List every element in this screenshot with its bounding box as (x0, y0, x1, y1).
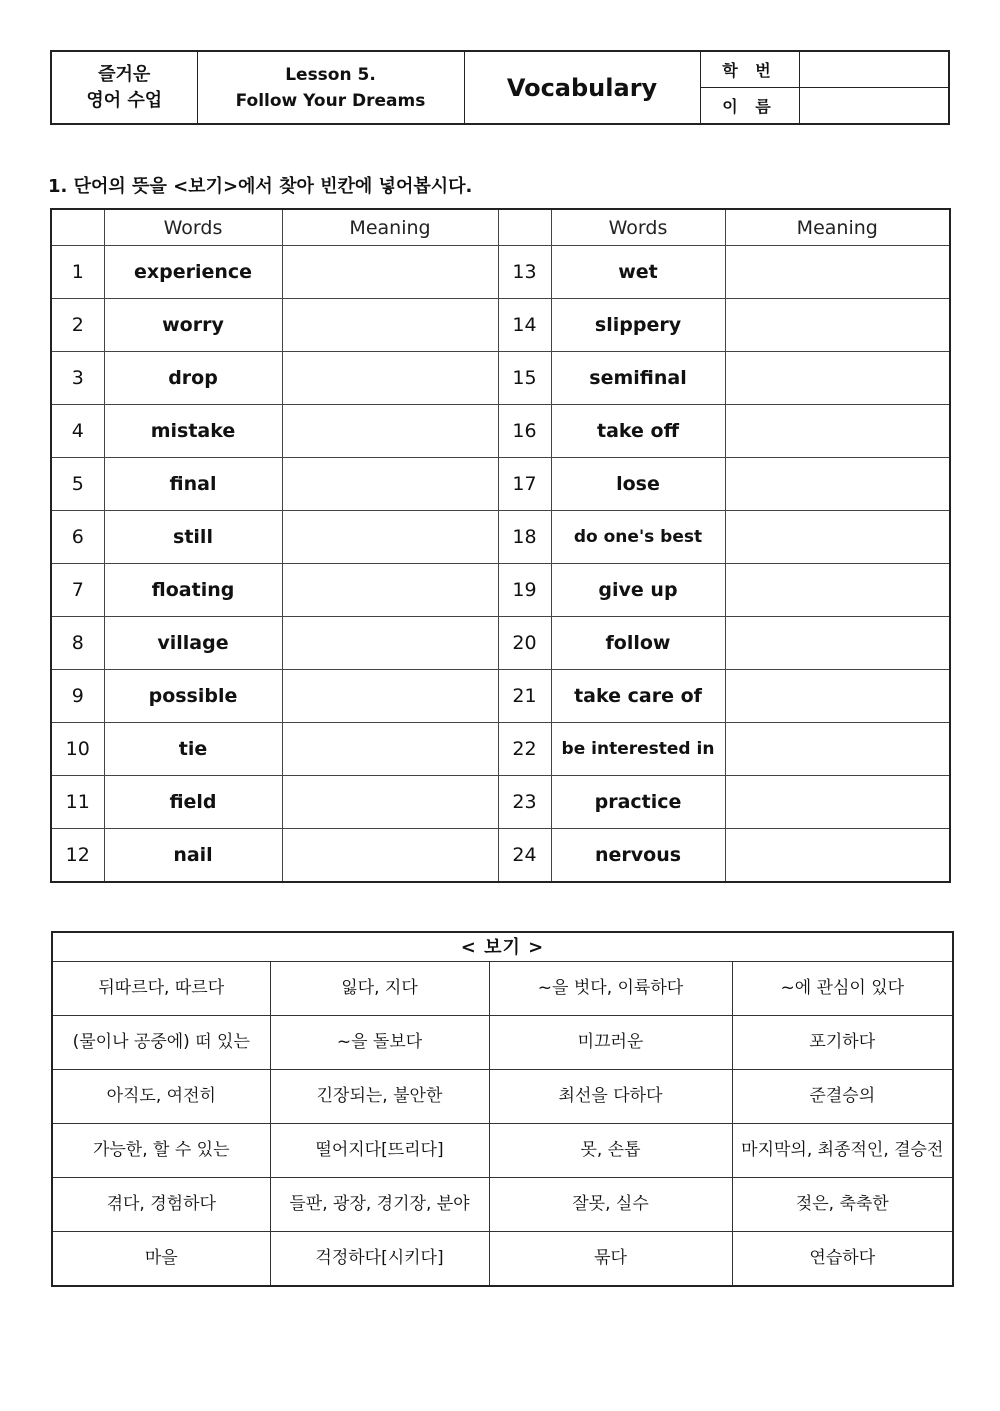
meaning-answer-field[interactable] (725, 723, 950, 776)
item-number: 4 (51, 405, 104, 458)
word-bank-meaning: 떨어지다[뜨리다] (270, 1124, 489, 1178)
meaning-answer-field[interactable] (725, 776, 950, 829)
vocab-word: tie (104, 723, 282, 776)
word-bank-meaning: ~에 관심이 있다 (732, 962, 953, 1016)
item-number: 16 (498, 405, 551, 458)
vocab-word: field (104, 776, 282, 829)
item-number: 13 (498, 246, 551, 299)
item-number: 11 (51, 776, 104, 829)
meaning-header-right: Meaning (725, 209, 950, 246)
meaning-answer-field[interactable] (725, 564, 950, 617)
vocab-word: lose (551, 458, 725, 511)
vocab-row (51, 246, 950, 299)
word-bank-row (52, 1124, 953, 1178)
meaning-answer-field[interactable] (725, 299, 950, 352)
meaning-answer-field[interactable] (725, 405, 950, 458)
vocab-word: give up (551, 564, 725, 617)
item-number: 1 (51, 246, 104, 299)
name-label-cell (700, 88, 799, 125)
vocab-word: mistake (104, 405, 282, 458)
meaning-header-left: Meaning (282, 209, 498, 246)
vocab-word: worry (104, 299, 282, 352)
vocab-row (51, 511, 950, 564)
vocab-word: drop (104, 352, 282, 405)
meaning-answer-field[interactable] (725, 458, 950, 511)
word-bank-meaning: ~을 벗다, 이륙하다 (489, 962, 732, 1016)
word-bank-meaning: 연습하다 (732, 1232, 953, 1287)
item-number: 18 (498, 511, 551, 564)
name-label: 이 름 (722, 97, 777, 116)
vocab-row (51, 299, 950, 352)
meaning-answer-field[interactable] (282, 723, 498, 776)
vocab-word: final (104, 458, 282, 511)
vocab-row (51, 458, 950, 511)
word-bank-meaning: 마을 (52, 1232, 270, 1287)
class-name-line1: 즐거운 (98, 63, 151, 85)
item-number: 7 (51, 564, 104, 617)
vocab-word: follow (551, 617, 725, 670)
word-bank-meaning: 뒤따르다, 따르다 (52, 962, 270, 1016)
vocab-word: take off (551, 405, 725, 458)
item-number: 5 (51, 458, 104, 511)
class-name-cell (51, 51, 197, 124)
vocab-row (51, 405, 950, 458)
name-field[interactable] (799, 88, 949, 125)
word-bank-title: < 보기 > (52, 932, 953, 962)
vocab-word: be interested in (551, 723, 725, 776)
item-number: 9 (51, 670, 104, 723)
vocabulary-table (50, 208, 951, 883)
vocab-word: take care of (551, 670, 725, 723)
vocab-header-row (51, 209, 950, 246)
vocab-word: semifinal (551, 352, 725, 405)
meaning-answer-field[interactable] (725, 670, 950, 723)
word-bank-meaning: 가능한, 할 수 있는 (52, 1124, 270, 1178)
word-bank-table (51, 931, 954, 1287)
word-bank-meaning: 걱정하다[시키다] (270, 1232, 489, 1287)
word-bank-meaning: 못, 손톱 (489, 1124, 732, 1178)
worksheet-title-cell (464, 51, 700, 124)
word-bank-meaning: 잘못, 실수 (489, 1178, 732, 1232)
student-id-field[interactable] (799, 51, 949, 88)
word-bank-meaning: 묶다 (489, 1232, 732, 1287)
vocab-word: do one's best (551, 511, 725, 564)
vocab-word: village (104, 617, 282, 670)
item-number: 10 (51, 723, 104, 776)
word-bank-meaning: 들판, 광장, 경기장, 분야 (270, 1178, 489, 1232)
meaning-answer-field[interactable] (725, 352, 950, 405)
vocab-row (51, 776, 950, 829)
word-bank-meaning: ~을 돌보다 (270, 1016, 489, 1070)
vocab-word: nail (104, 829, 282, 883)
lesson-number: Lesson 5. (285, 64, 376, 85)
meaning-answer-field[interactable] (282, 670, 498, 723)
worksheet-header (50, 50, 950, 125)
word-bank-meaning: 잃다, 지다 (270, 962, 489, 1016)
vocab-row (51, 564, 950, 617)
worksheet-title: Vocabulary (506, 73, 658, 102)
vocab-word: experience (104, 246, 282, 299)
meaning-answer-field[interactable] (282, 299, 498, 352)
word-bank-meaning: 포기하다 (732, 1016, 953, 1070)
word-bank-row (52, 1016, 953, 1070)
item-number: 12 (51, 829, 104, 883)
word-bank-meaning: 아직도, 여전히 (52, 1070, 270, 1124)
word-bank-meaning: 마지막의, 최종적인, 결승전 (732, 1124, 953, 1178)
word-bank-meaning: 젖은, 축축한 (732, 1178, 953, 1232)
item-number: 24 (498, 829, 551, 883)
meaning-answer-field[interactable] (282, 511, 498, 564)
meaning-answer-field[interactable] (282, 458, 498, 511)
number-header-right (498, 209, 551, 246)
meaning-answer-field[interactable] (282, 564, 498, 617)
vocab-row (51, 352, 950, 405)
meaning-answer-field[interactable] (282, 776, 498, 829)
vocab-row (51, 723, 950, 776)
item-number: 22 (498, 723, 551, 776)
meaning-answer-field[interactable] (725, 246, 950, 299)
meaning-answer-field[interactable] (282, 405, 498, 458)
words-header-left: Words (104, 209, 282, 246)
section-instruction: 1. 단어의 뜻을 <보기>에서 찾아 빈칸에 넣어봅시다. (48, 176, 473, 197)
vocab-word: possible (104, 670, 282, 723)
meaning-answer-field[interactable] (725, 617, 950, 670)
meaning-answer-field[interactable] (725, 511, 950, 564)
vocab-word: floating (104, 564, 282, 617)
word-bank-meaning: 준결승의 (732, 1070, 953, 1124)
meaning-answer-field[interactable] (282, 829, 498, 883)
class-name-line2: 영어 수업 (86, 89, 163, 111)
word-bank-meaning: 겪다, 경험하다 (52, 1178, 270, 1232)
meaning-answer-field[interactable] (282, 246, 498, 299)
item-number: 21 (498, 670, 551, 723)
word-bank-row (52, 1232, 953, 1287)
word-bank-meaning: 긴장되는, 불안한 (270, 1070, 489, 1124)
item-number: 8 (51, 617, 104, 670)
meaning-answer-field[interactable] (282, 352, 498, 405)
item-number: 2 (51, 299, 104, 352)
vocab-word: slippery (551, 299, 725, 352)
student-id-label: 학 번 (722, 61, 777, 80)
word-bank-row (52, 1178, 953, 1232)
word-bank-meaning: 최선을 다하다 (489, 1070, 732, 1124)
item-number: 23 (498, 776, 551, 829)
item-number: 14 (498, 299, 551, 352)
item-number: 20 (498, 617, 551, 670)
vocab-word: practice (551, 776, 725, 829)
lesson-title: Follow Your Dreams (235, 90, 426, 111)
word-bank-row (52, 962, 953, 1016)
word-bank-meaning: (물이나 공중에) 떠 있는 (52, 1016, 270, 1070)
item-number: 15 (498, 352, 551, 405)
word-bank-meaning: 미끄러운 (489, 1016, 732, 1070)
words-header-right: Words (551, 209, 725, 246)
student-id-label-cell (700, 51, 799, 88)
item-number: 17 (498, 458, 551, 511)
item-number: 6 (51, 511, 104, 564)
number-header-left (51, 209, 104, 246)
lesson-cell (197, 51, 464, 124)
word-bank-row (52, 1070, 953, 1124)
item-number: 19 (498, 564, 551, 617)
vocab-row (51, 829, 950, 883)
vocab-word: nervous (551, 829, 725, 883)
item-number: 3 (51, 352, 104, 405)
meaning-answer-field[interactable] (282, 617, 498, 670)
meaning-answer-field[interactable] (725, 829, 950, 883)
vocab-word: still (104, 511, 282, 564)
vocab-row (51, 670, 950, 723)
vocab-word: wet (551, 246, 725, 299)
vocab-row (51, 617, 950, 670)
